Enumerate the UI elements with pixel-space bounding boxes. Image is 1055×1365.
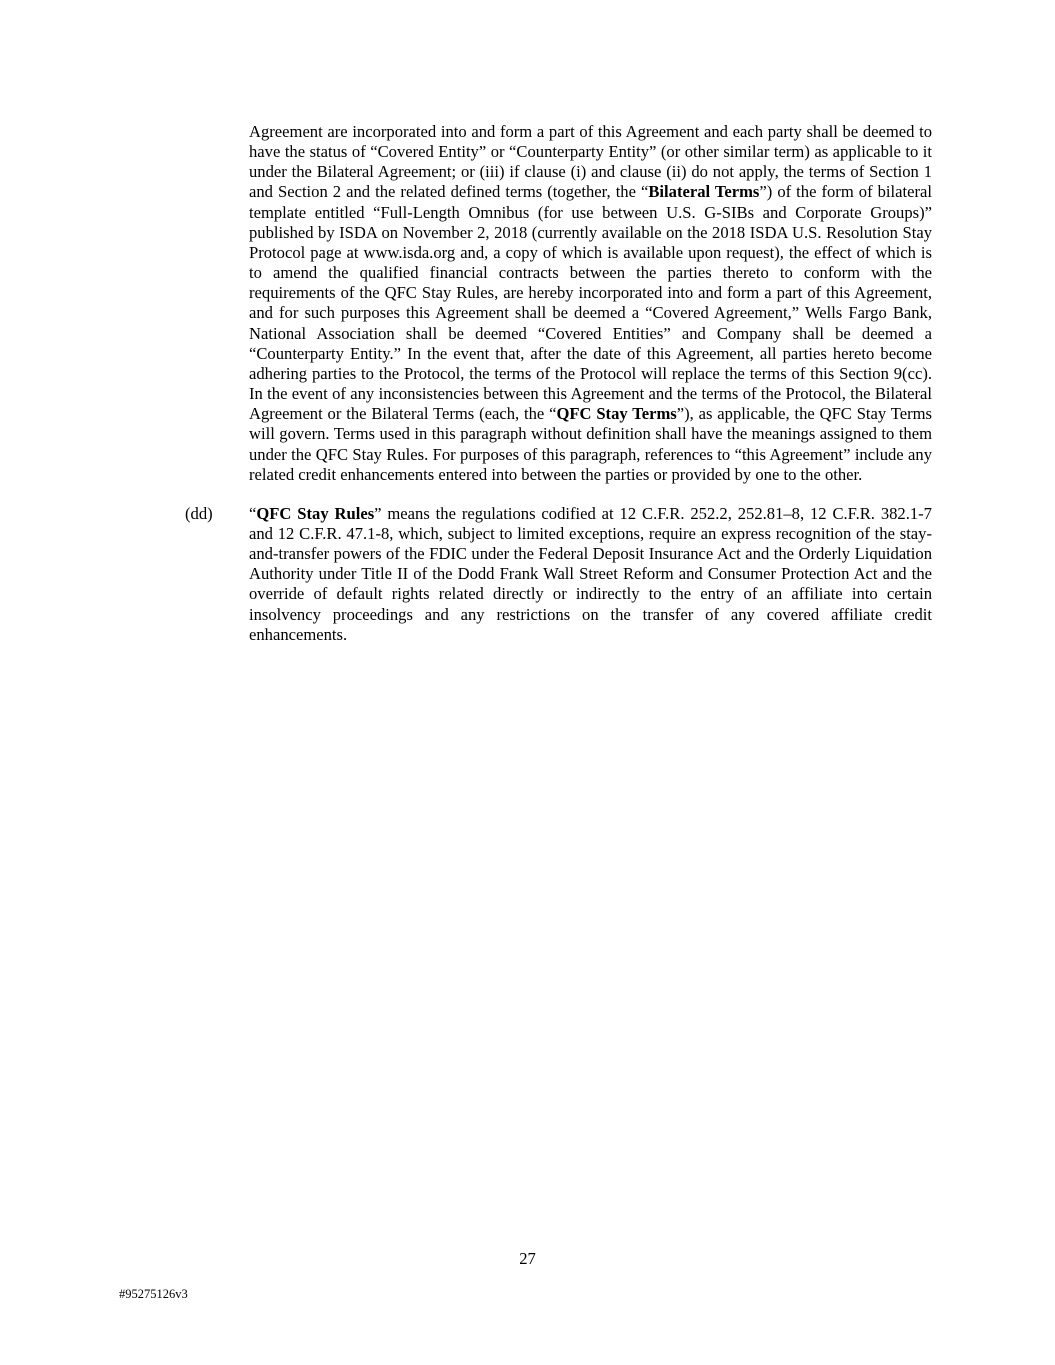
- document-body: [185, 122, 932, 645]
- page-number: 27: [519, 1249, 536, 1268]
- document-id: #95275126v3: [119, 1287, 188, 1301]
- paragraph-dd-text: “QFC Stay Rules” means the regulations codified at 12 C.F.R. 252.2, 252.81–8, 12 C.F.R. 382.1-7 and 12 C.F.R. 47.1-8, which, subject to limited exceptions, require an express recognition of the stay-and-transfer powers of the FDIC under the Federal Deposit Insurance Act and the Orderly Liquidation Authority under Title II of the Dodd Frank Wall Street Reform and Consumer Protection Act and the override of default rights related directly or indirectly to the entry of an affiliate into certain insolvency proceedings and any restrictions on the transfer of any covered affiliate credit enhancements.: [249, 503, 932, 644]
- paragraph-dd-label: (dd): [185, 503, 213, 523]
- paragraph-dd: [185, 504, 932, 645]
- paragraph-cc-continuation: Agreement are incorporated into and form a part of this Agreement and each party shall be deemed to have the status of “Covered Entity” or “Counterparty Entity” (or other similar term) as applicable to it under the Bilateral Agreement; or (iii) if clause (i) and clause (ii) do not apply, the terms of Section 1 and Section 2 and the related defined terms (together, the “Bilateral Terms”) of the form of bilateral template entitled “Full-Length Omnibus (for use between U.S. G-SIBs and Corporate Groups)” published by ISDA on November 2, 2018 (currently available on the 2018 ISDA U.S. Resolution Stay Protocol page at www.isda.org and, a copy of which is available upon request), the effect of which is to amend the qualified financial contracts between the parties thereto to conform with the requirements of the QFC Stay Rules, are hereby incorporated into and form a part of this Agreement, and for such purposes this Agreement shall be deemed a “Covered Agreement,” Wells Fargo Bank, National Association shall be deemed “Covered Entities” and Company shall be deemed a “Counterparty Entity.” In the event that, after the date of this Agreement, all parties hereto become adhering parties to the Protocol, the terms of the Protocol will replace the terms of this Section 9(cc). In the event of any inconsistencies between this Agreement and the terms of the Protocol, the Bilateral Agreement or the Bilateral Terms (each, the “QFC Stay Terms”), as applicable, the QFC Stay Terms will govern. Terms used in this paragraph without definition shall have the meanings assigned to them under the QFC Stay Rules. For purposes of this paragraph, references to “this Agreement” include any related credit enhancements entered into between the parties or provided by one to the other.: [249, 122, 932, 484]
